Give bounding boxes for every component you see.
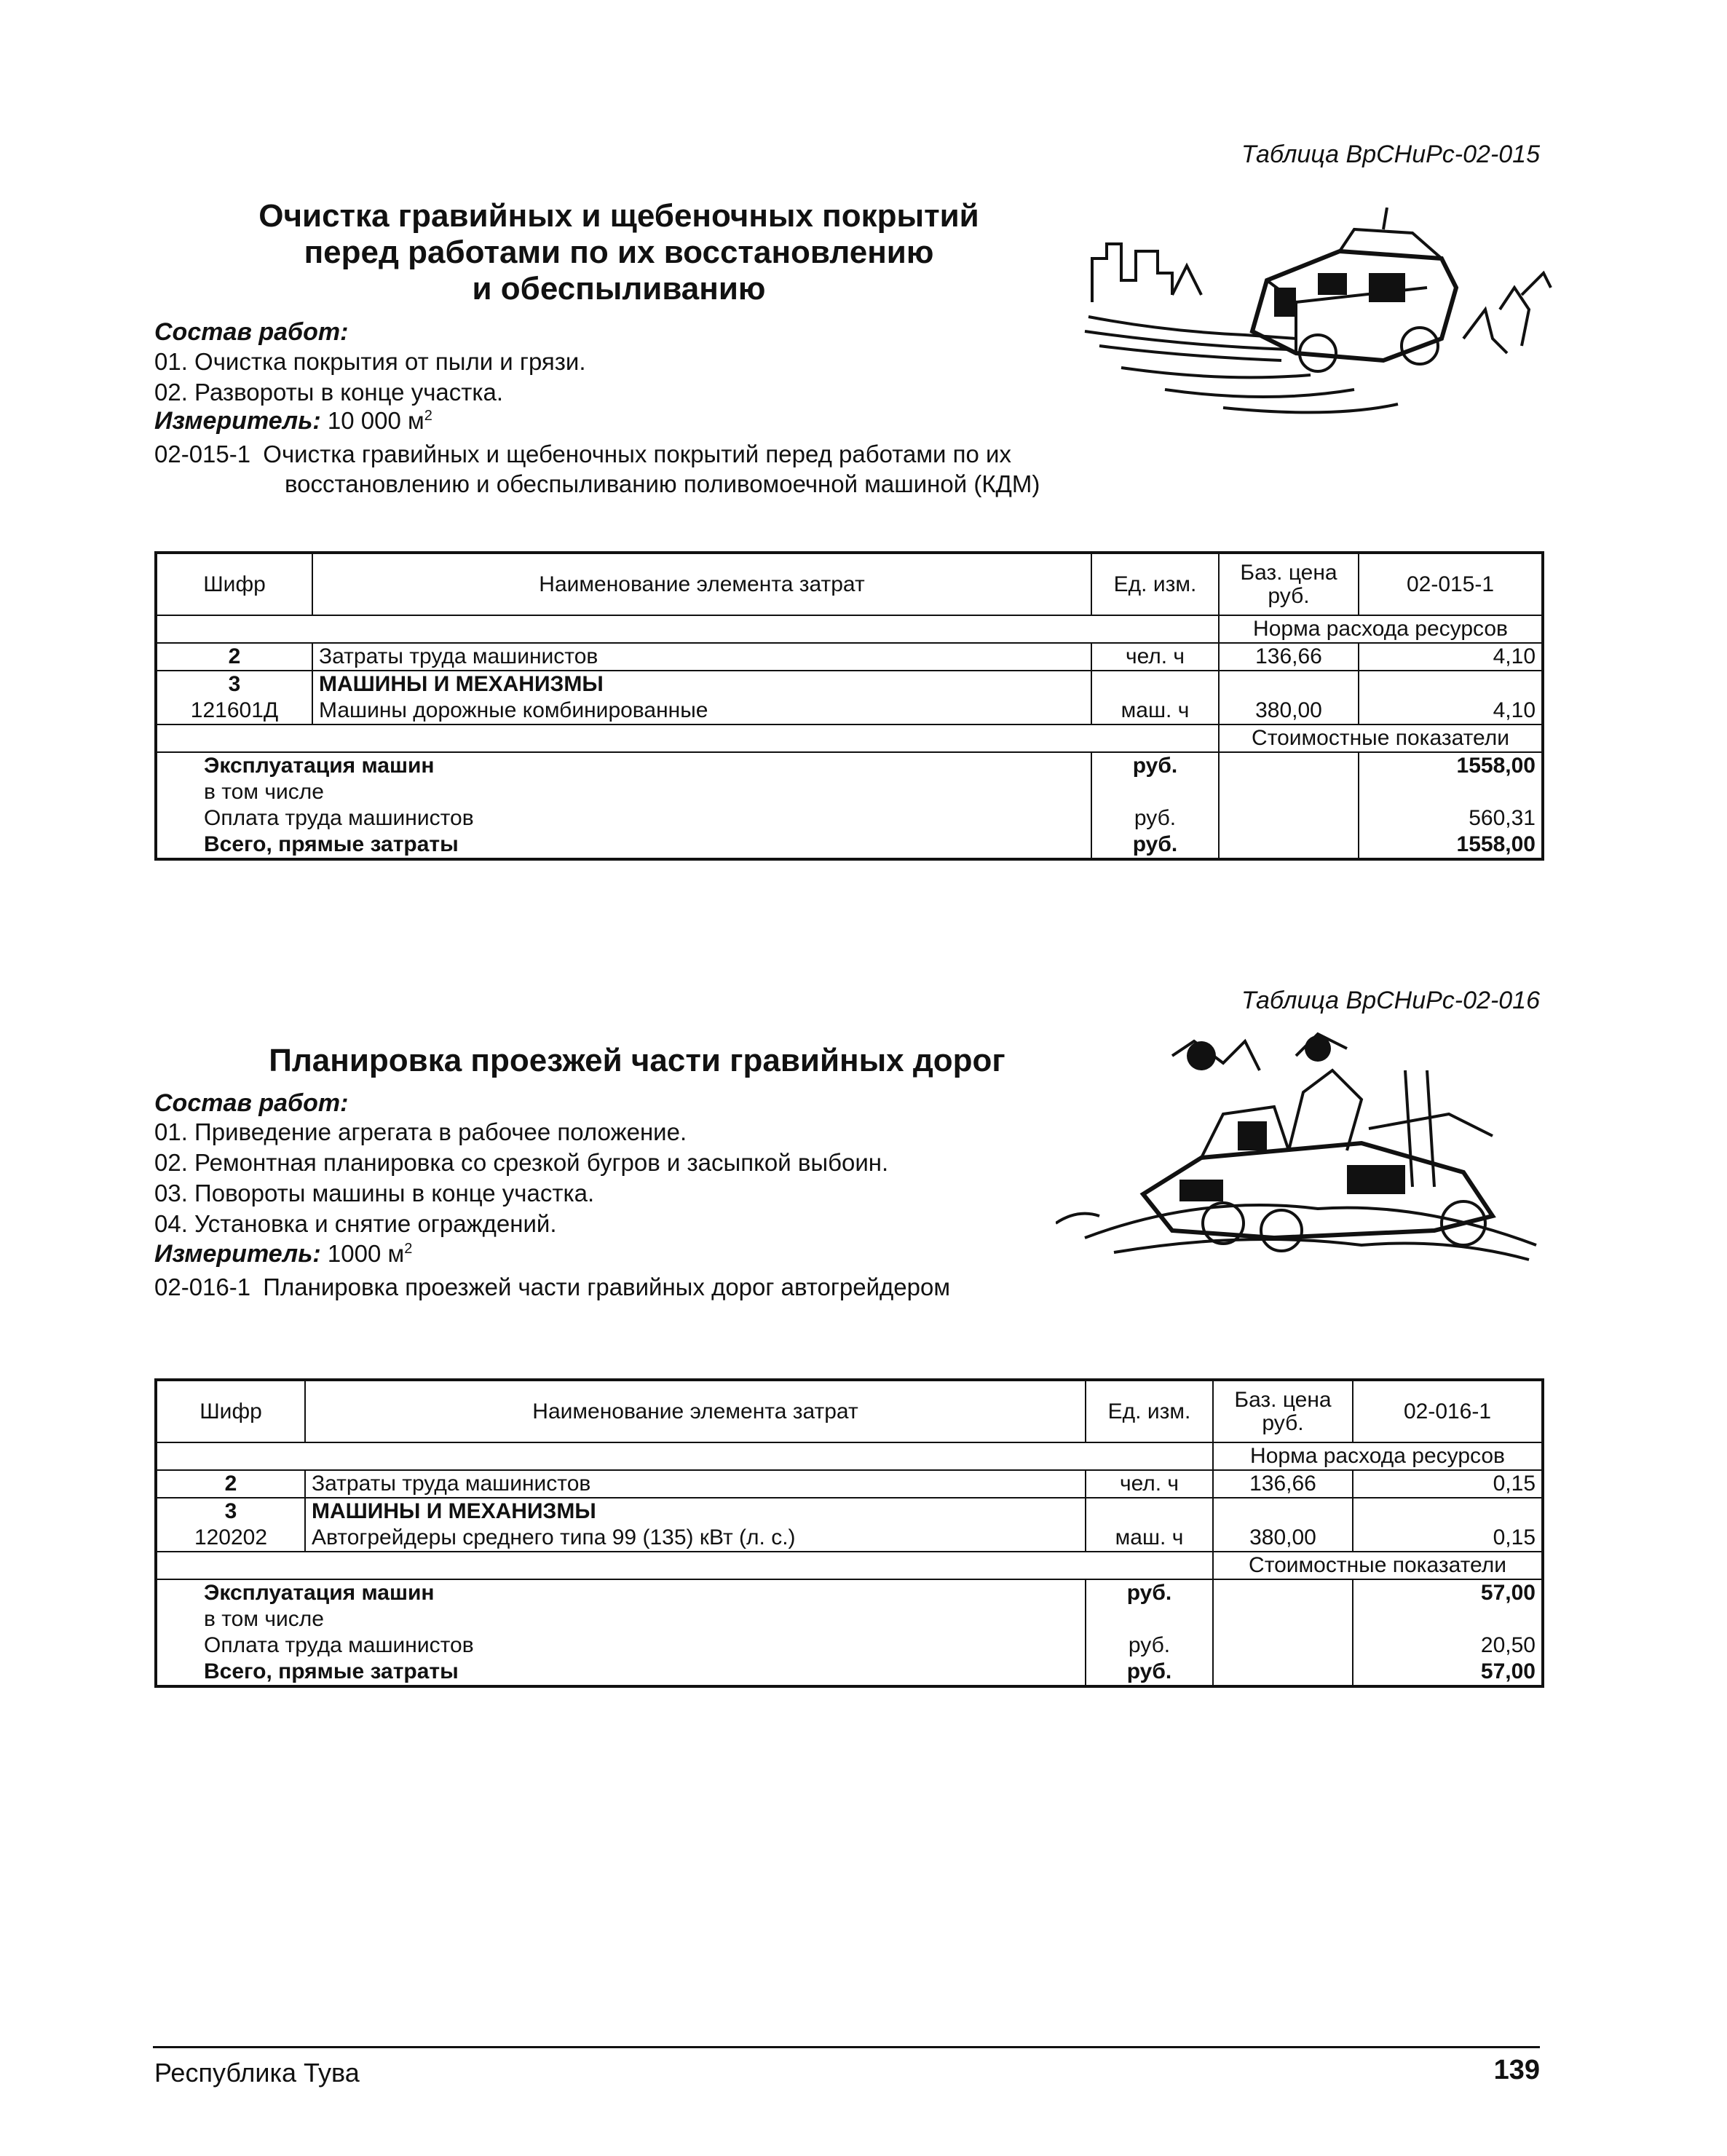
table-row — [156, 1442, 1543, 1470]
cell-unit: руб. — [1086, 1632, 1213, 1659]
measure — [154, 1240, 412, 1268]
footer-region: Республика Тува — [154, 2058, 360, 2088]
cell-value: 1558,00 — [1359, 832, 1543, 859]
cell-name: в том числе — [156, 779, 1091, 805]
cell-unit: маш. ч — [1091, 698, 1219, 724]
cell-code: 2 — [156, 1470, 305, 1498]
measure-label: Измеритель: — [154, 1240, 321, 1268]
cell-code: 2 — [156, 643, 312, 671]
work-item: 02. Ремонтная планировка со срезкой бугров и засыпкой выбоин. — [154, 1149, 889, 1176]
norm-label: Норма расхода ресурсов — [1219, 615, 1543, 643]
street-sweeper-truck-sketch-icon — [1078, 208, 1558, 426]
measure-value: 1000 м — [327, 1240, 405, 1267]
table-row — [156, 1659, 1543, 1686]
cell-price: 380,00 — [1219, 698, 1359, 724]
measure — [154, 407, 432, 435]
table-reference: Таблица ВрСНиРс-02-016 — [1241, 987, 1540, 1014]
cell-price: 136,66 — [1213, 1470, 1353, 1498]
cell-name: в том числе — [156, 1606, 1086, 1632]
footer-divider — [153, 2046, 1540, 2048]
cell-value: 0,15 — [1353, 1470, 1543, 1498]
header-column: 02-016-1 — [1353, 1380, 1543, 1442]
header-price — [1219, 553, 1359, 615]
title-line: Планировка проезжей части гравийных дорог — [269, 1043, 1005, 1078]
cell-value: 57,00 — [1353, 1579, 1543, 1606]
table-row — [156, 1606, 1543, 1632]
header-column: 02-015-1 — [1359, 553, 1543, 615]
item-code: 02-016-1 — [154, 1274, 251, 1300]
cell-value: 0,15 — [1353, 1525, 1543, 1552]
section-title — [218, 1043, 1056, 1079]
cell-name: Затраты труда машинистов — [312, 643, 1091, 671]
cell-unit: чел. ч — [1086, 1470, 1213, 1498]
cell-name: Затраты труда машинистов — [305, 1470, 1086, 1498]
table-header-row — [156, 1380, 1543, 1442]
composition-label: Состав работ: — [154, 1089, 349, 1117]
header-price-line: руб. — [1268, 583, 1310, 608]
cell-name: МАШИНЫ И МЕХАНИЗМЫ — [305, 1498, 1086, 1525]
table-reference: Таблица ВрСНиРс-02-015 — [1241, 141, 1540, 168]
item-description — [154, 1272, 950, 1302]
cell-unit: руб. — [1086, 1579, 1213, 1606]
cost-label: Стоимостные показатели — [1213, 1552, 1543, 1579]
cell-unit: руб. — [1091, 832, 1219, 859]
cost-table — [154, 1378, 1544, 1688]
cell-unit: руб. — [1091, 752, 1219, 779]
measure-label: Измеритель: — [154, 407, 321, 435]
cost-table — [154, 551, 1544, 861]
cell-name: Автогрейдеры среднего типа 99 (135) кВт (л. с.) — [305, 1525, 1086, 1552]
cell-value: 20,50 — [1353, 1632, 1543, 1659]
table-row — [156, 805, 1543, 832]
header-unit: Ед. изм. — [1086, 1380, 1213, 1442]
measure-value: 10 000 м — [327, 407, 424, 434]
item-desc-line: Очистка гравийных и щебеночных покрытий перед работами по их — [263, 441, 1011, 467]
table-row — [156, 698, 1543, 724]
table-row — [156, 1470, 1543, 1498]
cell-code: 3 — [156, 671, 312, 698]
table-row — [156, 1632, 1543, 1659]
work-item: 04. Установка и снятие ограждений. — [154, 1210, 557, 1237]
item-desc-line: Планировка проезжей части гравийных дорог автогрейдером — [263, 1274, 951, 1300]
table-row — [156, 1552, 1543, 1579]
cell-name: Оплата труда машинистов — [156, 805, 1091, 832]
cell-value: 1558,00 — [1359, 752, 1543, 779]
cell-name: Эксплуатация машин — [156, 752, 1091, 779]
norm-label: Норма расхода ресурсов — [1213, 1442, 1543, 1470]
cell-unit: руб. — [1091, 805, 1219, 832]
cell-name: Оплата труда машинистов — [156, 1632, 1086, 1659]
header-price-line: Баз. цена — [1240, 560, 1337, 585]
table-row — [156, 1579, 1543, 1606]
cell-code: 120202 — [156, 1525, 305, 1552]
cost-label: Стоимостные показатели — [1219, 724, 1543, 752]
header-price-line: Баз. цена — [1234, 1387, 1332, 1412]
header-code: Шифр — [156, 553, 312, 615]
item-desc-line: восстановлению и обеспыливанию поливомоечной машиной (КДМ) — [285, 470, 1040, 497]
title-line: Очистка гравийных и щебеночных покрытий — [258, 198, 979, 234]
cell-name: Всего, прямые затраты — [156, 1659, 1086, 1686]
title-line: и обеспыливанию — [472, 271, 766, 307]
header-unit: Ед. изм. — [1091, 553, 1219, 615]
item-code: 02-015-1 — [154, 441, 251, 467]
cell-value: 57,00 — [1353, 1659, 1543, 1686]
table-row — [156, 1525, 1543, 1552]
table-row — [156, 1498, 1543, 1525]
cell-code: 121601Д — [156, 698, 312, 724]
cell-value: 560,31 — [1359, 805, 1543, 832]
motor-grader-sketch-icon — [1056, 1027, 1551, 1274]
work-item: 03. Повороты машины в конце участка. — [154, 1180, 595, 1207]
cell-name: Эксплуатация машин — [156, 1579, 1086, 1606]
cell-unit: чел. ч — [1091, 643, 1219, 671]
cell-name: Всего, прямые затраты — [156, 832, 1091, 859]
cell-unit: маш. ч — [1086, 1525, 1213, 1552]
measure-sup: 2 — [404, 1241, 413, 1257]
table-row — [156, 779, 1543, 805]
table-row — [156, 643, 1543, 671]
cell-code: 3 — [156, 1498, 305, 1525]
item-description — [154, 439, 1011, 469]
cell-price: 380,00 — [1213, 1525, 1353, 1552]
cell-unit: руб. — [1086, 1659, 1213, 1686]
composition-label: Состав работ: — [154, 318, 349, 346]
work-item: 01. Очистка покрытия от пыли и грязи. — [154, 348, 586, 375]
header-price — [1213, 1380, 1353, 1442]
cell-value: 4,10 — [1359, 643, 1543, 671]
section-title — [218, 198, 1019, 307]
page-number: 139 — [1493, 2055, 1540, 2085]
cell-name: МАШИНЫ И МЕХАНИЗМЫ — [312, 671, 1091, 698]
title-line: перед работами по их восстановлению — [304, 234, 934, 270]
header-name: Наименование элемента затрат — [305, 1380, 1086, 1442]
table-header-row — [156, 553, 1543, 615]
header-price-line: руб. — [1262, 1410, 1304, 1435]
table-row — [156, 615, 1543, 643]
table-row — [156, 724, 1543, 752]
cell-value: 4,10 — [1359, 698, 1543, 724]
work-item: 02. Развороты в конце участка. — [154, 379, 504, 406]
table-row — [156, 832, 1543, 859]
cell-name: Машины дорожные комбинированные — [312, 698, 1091, 724]
work-item: 01. Приведение агрегата в рабочее положение. — [154, 1118, 687, 1145]
cell-price: 136,66 — [1219, 643, 1359, 671]
header-code: Шифр — [156, 1380, 305, 1442]
table-row — [156, 671, 1543, 698]
header-name: Наименование элемента затрат — [312, 553, 1091, 615]
measure-sup: 2 — [424, 408, 432, 424]
table-row — [156, 752, 1543, 779]
